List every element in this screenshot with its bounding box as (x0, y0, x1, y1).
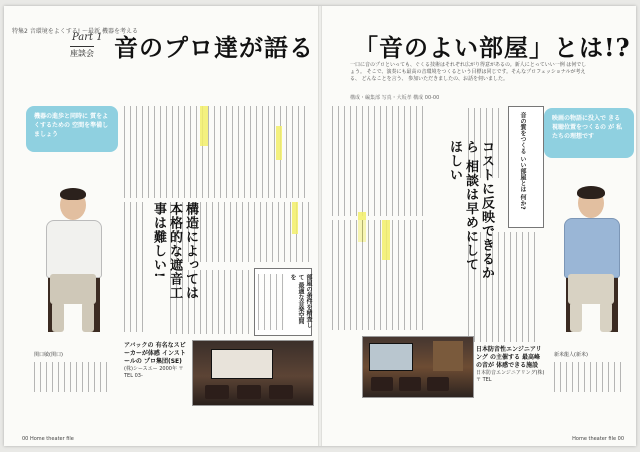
credits: 構成・編集部 写真・大坂孝 構成 00-00 (350, 95, 440, 101)
speaker-caption: 新米龍人(新米) (554, 352, 588, 358)
part-subtitle: 座談会 (70, 46, 94, 59)
company-blurb (124, 342, 188, 380)
quote-bubble: 機器の進歩と同時に 質をよくするための 空間を準備しましょう (26, 106, 118, 152)
lead-text: 一口に音のプロといっても、ぐくる技術はそれぞれ広がり得意があるの。新人にとっていい一例 は何でしょう。 そこで、演奏にも最高の音環境をつくるという目標は同じです。そんなプロフェッショナルが考える、 どんなことを言う、 参加いただきましたの、お話を伺いました。 (350, 62, 587, 82)
page-title: 「音のよい部屋」とは!? (354, 33, 631, 62)
sidebar-heading: 音の質をつくる いい部屋とは 何か? (519, 112, 526, 210)
theater-photo (362, 336, 474, 398)
page-header: 特集2 音環境をよくする! ～最新 機器を考える (12, 28, 138, 35)
speaker-photo (34, 182, 114, 342)
section-subhead: コストに反映できるから 相談は早めにしてほしい (447, 140, 494, 280)
company-blurb-title: アバックの 有名なスピーカーが体感 インストールの プロ集団(SE) (124, 342, 186, 365)
sidebar-heading: 部屋の条件を精査して 最適な音楽空間を (289, 274, 312, 328)
company-blurb (476, 346, 546, 384)
section-subhead: 構造によっては本格的な遮音工事は難しい! (151, 202, 198, 300)
body-text (332, 106, 424, 216)
company-blurb-title: 日本防音性エンジニアリング の主催する 最高峰の音が 体感できる施設 (476, 346, 542, 369)
company-blurb-body: (株)シースエー 2000年 〒 TEL 03- (124, 366, 184, 379)
highlight (200, 106, 208, 146)
left-page (4, 6, 318, 446)
right-page (322, 6, 636, 446)
company-blurb-body: 日本防音エンジニアリング(株) 〒 TEL (476, 370, 545, 383)
page-number: 00 Home theater file (22, 436, 74, 442)
speaker-caption: 関口敏(関口) (34, 352, 63, 358)
theater-photo (192, 340, 314, 406)
sidebar-box (508, 106, 544, 228)
page-number: Home theater file 00 (572, 436, 624, 442)
quote-bubble: 映画の物語に没入で きる 視聴位置をつくるの が 私たちの理想です (544, 108, 634, 158)
part-label: Part 1 (72, 32, 103, 43)
body-text (124, 106, 310, 198)
magazine-spread (4, 6, 636, 446)
speaker-photo (552, 182, 632, 342)
page-title: 音のプロ達が語る (114, 33, 314, 62)
